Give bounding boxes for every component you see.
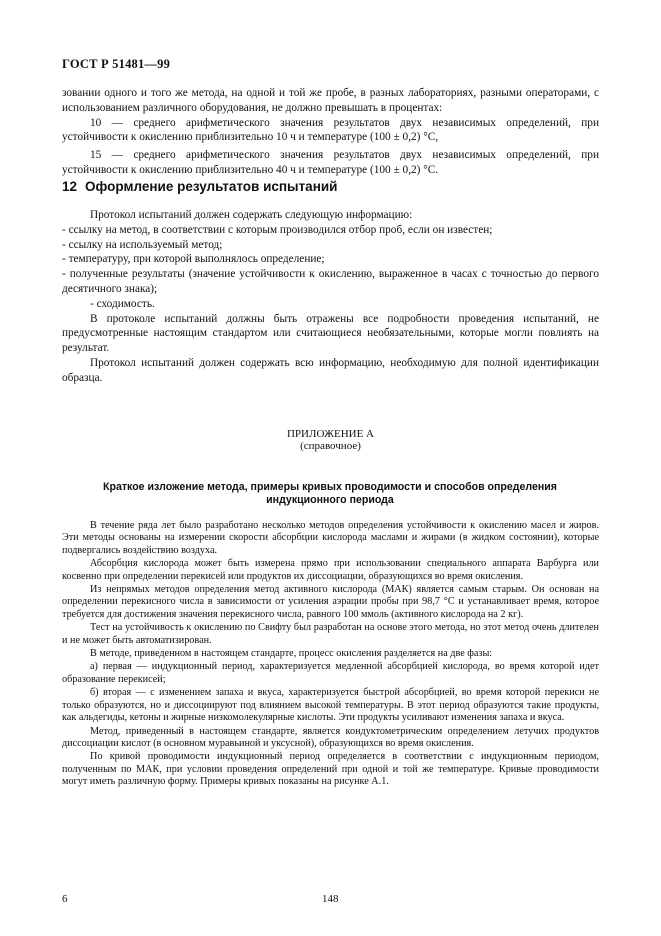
appendix-paragraph: Абсорбция кислорода может быть измерена прямо при использовании специального аппарата Варбурга или косвенно при определении перекисей или продуктов их диссоциации, образующихся во время окисления. — [62, 558, 599, 582]
standard-header: ГОСТ Р 51481—99 — [62, 57, 171, 71]
section-title: Оформление результатов испытаний — [85, 179, 338, 194]
section-12-item: - ссылку на метод, в соответствии с которым производился отбор проб, если он известен; — [62, 223, 493, 236]
appendix-list-item-a: а) первая — индукционный период, характеризуется медленной абсорбцией кислорода, во время которой идет образование перекисей; — [62, 661, 599, 685]
section-12-heading — [62, 179, 337, 194]
appendix-body — [62, 520, 599, 789]
section-12-item: - температуру, при которой выполнялось определение; — [62, 253, 325, 266]
appendix-paragraph: В методе, приведенном в настоящем стандарте, процесс окисления разделяется на две фазы: — [90, 648, 493, 660]
appendix-paragraph: По кривой проводимости индукционный период определяется в соответствии с индукционным периодом, полученным по МАК, при условии проведения определений при одной и той же температуре. Кривые проводимости могут иметь различную форму. Примеры кривых показаны на рисунке А.1. — [62, 751, 599, 788]
section-12-intro: Протокол испытаний должен содержать следующую информацию: — [90, 209, 413, 221]
section-12-item: - полученные результаты (значение устойчивости к окислению, выраженное в часах с точностью до первого десятичного знака); — [62, 268, 599, 295]
continuation-line-2: 10 — среднего арифметического значения результатов двух независимых определений, при устойчивости к окислению приблизительно 10 ч и температуре (100 ± 0,2) °С, — [62, 116, 599, 144]
appendix-list-item-b: б) вторая — с изменением запаха и вкуса, характеризуется быстрой абсорбцией, во время которой перекиси не только образуются, но и диссоциируют под влиянием высокой температуры. В этот период образуются такие продукты, как альдегиды, кетоны и жирные низкомолекулярные кислоты. Эти продукты усиливают изменения запаха и вкуса. — [62, 687, 599, 724]
section-12-item: - ссылку на используемый метод; — [62, 238, 223, 251]
appendix-paragraph: Метод, приведенный в настоящем стандарте, является кондуктометрическим определением летучих продуктов диссоциации кислот (в основном муравьиной и уксусной), образующихся во время окисления. — [62, 725, 599, 749]
section-number: 12 — [62, 179, 78, 194]
continuation-text — [62, 86, 599, 178]
page-number: 6 — [62, 893, 68, 905]
section-12-item: - сходимость. — [90, 297, 155, 310]
section-12-para-3: Протокол испытаний должен содержать всю информацию, необходимую для полной идентификации образца. — [62, 356, 599, 384]
appendix-title: Краткое изложение метода, примеры кривых проводимости и способов определения индукционного периода — [103, 481, 557, 506]
appendix-note: (справочное) — [300, 440, 361, 452]
appendix-label: ПРИЛОЖЕНИЕ А — [286, 428, 374, 440]
sheet-number: 148 — [322, 893, 339, 905]
appendix-paragraph: Из непрямых методов определения метод активного кислорода (МАК) является самым старым. Он основан на определении перекисного числа в зависимости от усиления аэрации пробы при 98,7 °С и устанавливает время, которое требуется для достижения значения перекисного числа, равного 100 ммоль (активного кислорода на 2 кг). — [62, 584, 599, 620]
appendix-paragraph: Тест на устойчивость к окислению по Свифту был разработан на основе этого метода, но этот метод очень длителен и не может быть автоматизирован. — [62, 622, 599, 646]
continuation-line-1: зовании одного и того же метода, на одной и той же пробе, в разных лабораториях, разными операторами, с использованием различного оборудования, не должно превышать в процентах: — [62, 87, 599, 114]
continuation-line-3: 15 — среднего арифметического значения результатов двух независимых определений, при устойчивости к окислению приблизительно 40 ч и температуре (100 ± 0,2) °С. — [62, 149, 599, 176]
appendix-paragraph: В течение ряда лет было разработано несколько методов определения устойчивости к окислению масел и жиров. Эти методы основаны на измерении скорости абсорбции кислорода маслами и жирами (в жидком состоянии), которые подвергались воздействию воздуха. — [62, 520, 599, 556]
section-12-body — [62, 208, 599, 386]
section-12-para-2: В протоколе испытаний должны быть отражены все подробности проведения испытаний, не предусмотренные настоящим стандартом или считающиеся необязательными, которые могли повлиять на результат. — [62, 312, 599, 355]
